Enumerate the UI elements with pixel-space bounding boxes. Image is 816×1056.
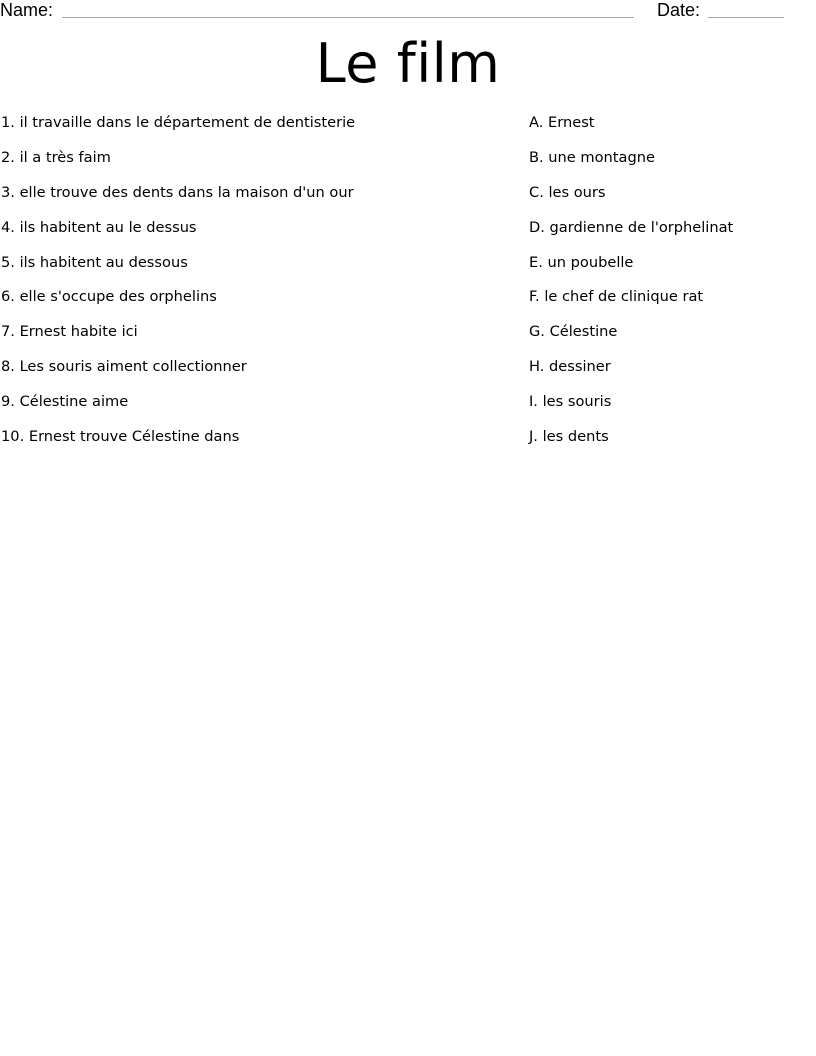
question-item: 5. ils habitent au dessous (1, 253, 188, 271)
matching-row (0, 287, 816, 322)
question-item: 10. Ernest trouve Célestine dans (1, 428, 240, 446)
answer-item: E. un poubelle (529, 253, 634, 271)
question-item: 4. ils habitent au le dessus (1, 218, 197, 236)
date-label: Date: (657, 0, 701, 20)
answer-item: A. Ernest (529, 114, 595, 131)
date-blank-line (708, 17, 784, 18)
question-item: 7. Ernest habite ici (1, 323, 138, 341)
answer-item: B. une montagne (529, 148, 655, 166)
matching-row (0, 218, 816, 253)
name-blank-line (62, 17, 634, 18)
answer-item: D. gardienne de l'orphelinat (529, 218, 734, 236)
matching-row (0, 357, 816, 392)
matching-row (0, 253, 816, 288)
matching-row (0, 392, 816, 427)
matching-list (0, 113, 816, 462)
question-item: 2. il a très faim (1, 148, 111, 166)
name-label: Name: (0, 0, 54, 20)
answer-item: J. les dents (529, 428, 609, 446)
worksheet-title: Le film (315, 32, 501, 95)
answer-item: G. Célestine (529, 323, 618, 341)
matching-row (0, 322, 816, 357)
question-item: 9. Célestine aime (1, 393, 129, 411)
answer-item: I. les souris (529, 393, 612, 411)
answer-item: C. les ours (529, 183, 606, 201)
answer-item: F. le chef de clinique rat (529, 288, 704, 306)
question-item: 8. Les souris aiment collectionner (1, 358, 247, 376)
matching-row (0, 148, 816, 183)
question-item: 1. il travaille dans le département de dentisterie (1, 114, 356, 131)
question-item: 6. elle s'occupe des orphelins (1, 288, 217, 306)
matching-row (0, 427, 816, 462)
worksheet-header (0, 0, 816, 24)
question-item: 3. elle trouve des dents dans la maison d'un our (1, 183, 354, 201)
answer-item: H. dessiner (529, 358, 611, 376)
matching-row (0, 183, 816, 218)
matching-row (0, 113, 816, 148)
